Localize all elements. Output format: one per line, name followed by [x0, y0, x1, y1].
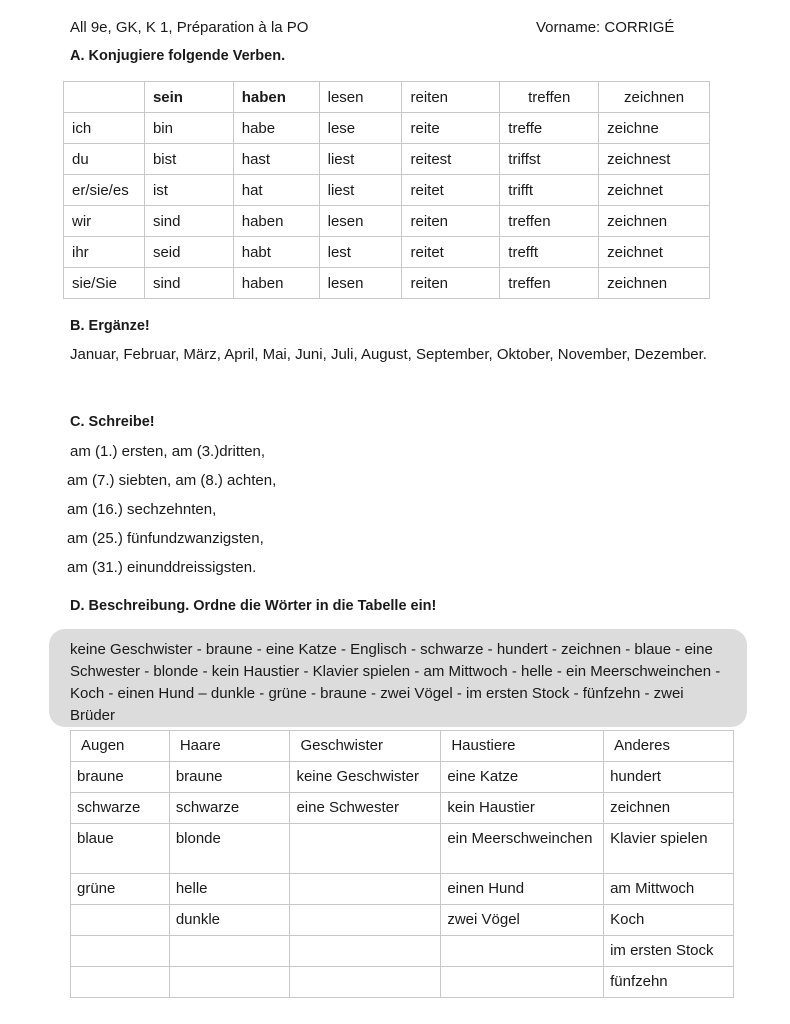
header-cell-haben: haben: [233, 82, 319, 113]
sorting-cell: [290, 905, 441, 936]
verb-form-cell: reitet: [402, 237, 500, 268]
header-cell-geschwister: Geschwister: [290, 731, 441, 762]
sorting-cell: [441, 936, 604, 967]
ordinal-line: am (7.) siebten, am (8.) achten,: [67, 472, 277, 489]
header-cell-empty: [64, 82, 145, 113]
pronoun-cell: sie/Sie: [64, 268, 145, 299]
header-name: Vorname: CORRIGÉ: [536, 19, 675, 36]
sorting-cell: fünfzehn: [604, 967, 734, 998]
pronoun-cell: ich: [64, 113, 145, 144]
sorting-table: [70, 730, 734, 998]
sorting-cell: schwarze: [169, 793, 290, 824]
verb-form-cell: haben: [233, 206, 319, 237]
sorting-row: [71, 824, 734, 874]
sorting-cell: zwei Vögel: [441, 905, 604, 936]
verb-form-cell: hast: [233, 144, 319, 175]
verb-form-cell: lese: [319, 113, 402, 144]
pronoun-cell: wir: [64, 206, 145, 237]
conjugation-row: [64, 113, 710, 144]
sorting-cell: braune: [71, 762, 170, 793]
sorting-cell: [290, 936, 441, 967]
conjugation-row: [64, 144, 710, 175]
conjugation-row: [64, 175, 710, 206]
verb-form-cell: treffe: [500, 113, 599, 144]
section-b-title: B. Ergänze!: [70, 318, 150, 334]
sorting-row: [71, 936, 734, 967]
verb-form-cell: habt: [233, 237, 319, 268]
sorting-row: [71, 793, 734, 824]
sorting-cell: braune: [169, 762, 290, 793]
ordinal-line: am (1.) ersten, am (3.)dritten,: [70, 443, 266, 460]
header-cell-lesen: lesen: [319, 82, 402, 113]
sorting-cell: zeichnen: [604, 793, 734, 824]
months-answer: Januar, Februar, März, April, Mai, Juni, Juli, August, September, Oktober, November, Dezember.: [70, 346, 707, 363]
header-course-info: All 9e, GK, K 1, Préparation à la PO: [70, 19, 309, 36]
sorting-cell: dunkle: [169, 905, 290, 936]
verb-form-cell: zeichnet: [599, 237, 710, 268]
verb-form-cell: trifft: [500, 175, 599, 206]
sorting-cell: eine Schwester: [290, 793, 441, 824]
header-cell-treffen: treffen: [500, 82, 599, 113]
verb-form-cell: sind: [144, 206, 233, 237]
ordinal-line: am (25.) fünfundzwanzigsten,: [67, 530, 264, 547]
header-cell-haare: Haare: [169, 731, 290, 762]
verb-form-cell: trefft: [500, 237, 599, 268]
sorting-cell: [71, 967, 170, 998]
conjugation-row: [64, 237, 710, 268]
sorting-header-row: [71, 731, 734, 762]
sorting-cell: helle: [169, 874, 290, 905]
sorting-cell: Klavier spielen: [604, 824, 734, 874]
sorting-cell: [290, 824, 441, 874]
pronoun-cell: du: [64, 144, 145, 175]
sorting-cell: kein Haustier: [441, 793, 604, 824]
verb-form-cell: zeichnet: [599, 175, 710, 206]
verb-form-cell: liest: [319, 175, 402, 206]
sorting-cell: hundert: [604, 762, 734, 793]
verb-form-cell: reiten: [402, 268, 500, 299]
sorting-cell: im ersten Stock: [604, 936, 734, 967]
verb-form-cell: liest: [319, 144, 402, 175]
conjugation-header-row: [64, 82, 710, 113]
sorting-cell: [290, 967, 441, 998]
verb-form-cell: treffen: [500, 206, 599, 237]
word-bank-box: keine Geschwister - braune - eine Katze - Englisch - schwarze - hundert - zeichnen - blaue - eine Schwester - blonde - kein Haustier - Klavier spielen - am Mittwoch - helle - ein Meerschweinchen - Koch - einen Hund – dunkle - grüne - braune - zwei Vögel - im ersten Stock - fünfzehn - zwei Brüder: [49, 629, 747, 727]
sorting-cell: schwarze: [71, 793, 170, 824]
verb-form-cell: ist: [144, 175, 233, 206]
verb-form-cell: bist: [144, 144, 233, 175]
sorting-cell: Koch: [604, 905, 734, 936]
verb-form-cell: triffst: [500, 144, 599, 175]
pronoun-cell: er/sie/es: [64, 175, 145, 206]
verb-form-cell: bin: [144, 113, 233, 144]
ordinal-line: am (16.) sechzehnten,: [67, 501, 217, 518]
sorting-cell: grüne: [71, 874, 170, 905]
sorting-cell: einen Hund: [441, 874, 604, 905]
verb-form-cell: reite: [402, 113, 500, 144]
header-cell-augen: Augen: [71, 731, 170, 762]
sorting-cell: [290, 874, 441, 905]
verb-form-cell: reitet: [402, 175, 500, 206]
verb-form-cell: seid: [144, 237, 233, 268]
sorting-cell: [71, 905, 170, 936]
sorting-cell: [441, 967, 604, 998]
verb-form-cell: zeichnen: [599, 268, 710, 299]
verb-form-cell: habe: [233, 113, 319, 144]
section-c-title: C. Schreibe!: [70, 414, 155, 430]
sorting-cell: blonde: [169, 824, 290, 874]
sorting-cell: eine Katze: [441, 762, 604, 793]
sorting-cell: [169, 936, 290, 967]
sorting-cell: am Mittwoch: [604, 874, 734, 905]
header-cell-reiten: reiten: [402, 82, 500, 113]
sorting-cell: [169, 967, 290, 998]
sorting-row: [71, 762, 734, 793]
header-cell-haustiere: Haustiere: [441, 731, 604, 762]
verb-form-cell: treffen: [500, 268, 599, 299]
header-cell-sein: sein: [144, 82, 233, 113]
ordinal-line: am (31.) einunddreissigsten.: [67, 559, 257, 576]
section-d-title: D. Beschreibung. Ordne die Wörter in die Tabelle ein!: [70, 598, 437, 614]
verb-form-cell: lesen: [319, 268, 402, 299]
verb-form-cell: sind: [144, 268, 233, 299]
sorting-row: [71, 967, 734, 998]
sorting-cell: [71, 936, 170, 967]
sorting-row: [71, 874, 734, 905]
header-cell-zeichnen: zeichnen: [599, 82, 710, 113]
verb-form-cell: lest: [319, 237, 402, 268]
verb-form-cell: zeichnen: [599, 206, 710, 237]
header-cell-anderes: Anderes: [604, 731, 734, 762]
verb-form-cell: hat: [233, 175, 319, 206]
conjugation-row: [64, 268, 710, 299]
sorting-row: [71, 905, 734, 936]
pronoun-cell: ihr: [64, 237, 145, 268]
verb-form-cell: lesen: [319, 206, 402, 237]
verb-form-cell: reiten: [402, 206, 500, 237]
verb-form-cell: zeichne: [599, 113, 710, 144]
sorting-cell: ein Meerschweinchen: [441, 824, 604, 874]
sorting-cell: blaue: [71, 824, 170, 874]
section-a-title: A. Konjugiere folgende Verben.: [70, 48, 286, 64]
conjugation-table: [63, 81, 710, 299]
conjugation-row: [64, 206, 710, 237]
verb-form-cell: zeichnest: [599, 144, 710, 175]
verb-form-cell: reitest: [402, 144, 500, 175]
sorting-cell: keine Geschwister: [290, 762, 441, 793]
verb-form-cell: haben: [233, 268, 319, 299]
